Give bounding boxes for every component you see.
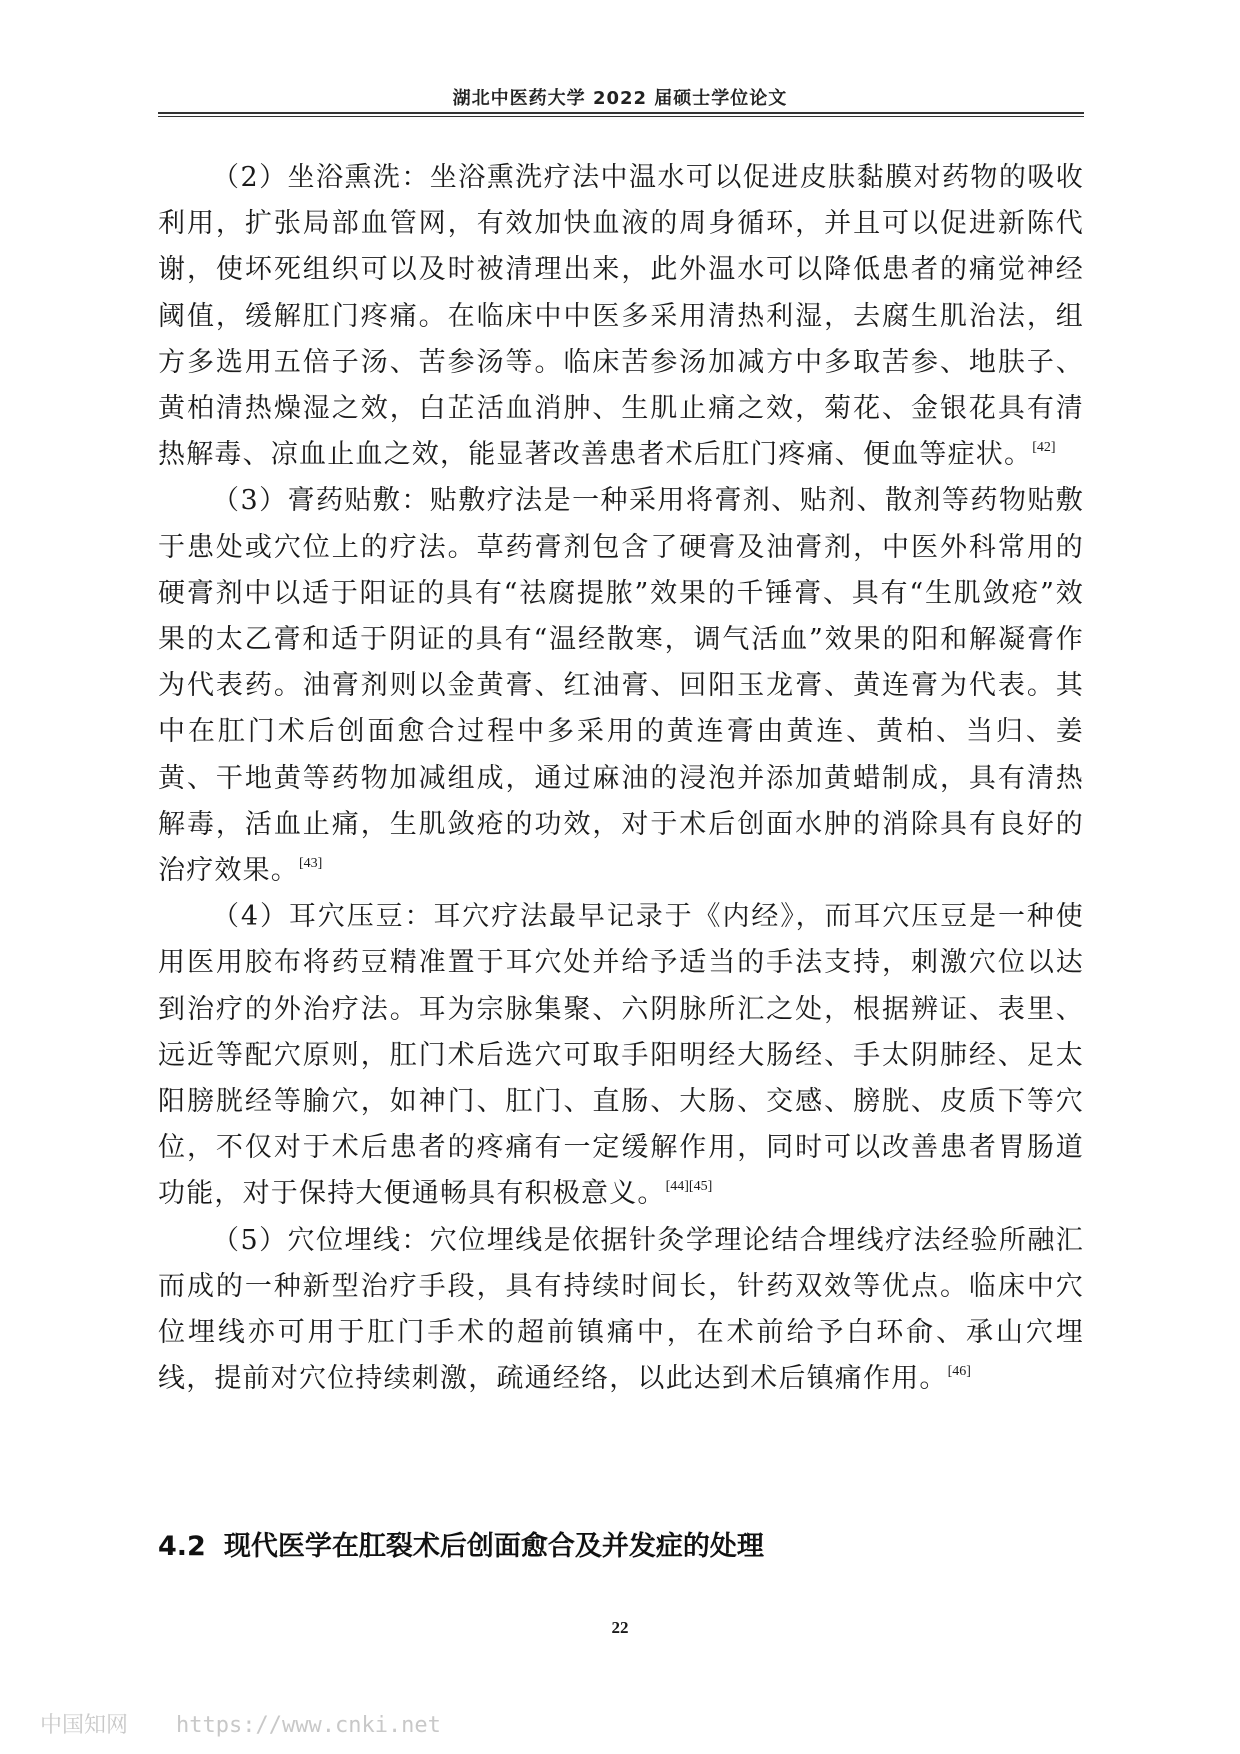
section-number: 4.2 bbox=[158, 1531, 206, 1562]
paragraph-sitz-bath bbox=[158, 155, 1084, 478]
paragraph-ear-acupoint bbox=[158, 894, 1084, 1217]
paragraph-text: （4）耳穴压豆：耳穴疗法最早记录于《内经》，而耳穴压豆是一种使用医用胶布将药豆精准置于耳穴处并给予适当的手法支持，刺激穴位以达到治疗的外治疗法。耳为宗脉集聚、六阴脉所汇之处，根据辨证、表里、远近等配穴原则，肛门术后选穴可取手阳明经大肠经、手太阴肺经、足太阳膀胱经等腧穴，如神门、肛门、直肠、大肠、交感、膀胱、皮质下等穴位，不仅对于术后患者的疼痛有一定缓解作用，同时可以改善患者胃肠道功能，对于保持大便通畅具有积极意义。 bbox=[158, 901, 1084, 1210]
paragraph-text: （3）膏药贴敷：贴敷疗法是一种采用将膏剂、贴剂、散剂等药物贴敷于患处或穴位上的疗法。草药膏剂包含了硬膏及油膏剂，中医外科常用的硬膏剂中以适于阳证的具有“祛腐提脓”效果的千锤膏、具有“生肌敛疮”效果的太乙膏和适于阴证的具有“温经散寒，调气活血”效果的阳和解凝膏作为代表药。油膏剂则以金黄膏、红油膏、回阳玉龙膏、黄连膏为代表。其中在肛门术后创面愈合过程中多采用的黄连膏由黄连、黄柏、当归、姜黄、干地黄等药物加减组成，通过麻油的浸泡并添加黄蜡制成，具有清热解毒，活血止痛，生肌敛疮的功效，对于术后创面水肿的消除具有良好的治疗效果。 bbox=[158, 485, 1084, 887]
header-rule-thin bbox=[158, 116, 1084, 117]
watermark-url: https://www.cnki.net bbox=[176, 1713, 441, 1738]
watermark bbox=[40, 1708, 441, 1739]
citation: [46] bbox=[947, 1364, 971, 1380]
paragraph-plaster bbox=[158, 478, 1084, 894]
citation: [43] bbox=[299, 856, 323, 872]
header-rule bbox=[158, 112, 1084, 114]
page-number: 22 bbox=[611, 1618, 629, 1637]
section-heading bbox=[158, 1524, 764, 1563]
paragraph-catgut-embedding bbox=[158, 1218, 1084, 1403]
citation: [42] bbox=[1032, 440, 1056, 456]
paragraph-text: （2）坐浴熏洗：坐浴熏洗疗法中温水可以促进皮肤黏膜对药物的吸收利用，扩张局部血管网，有效加快血液的周身循环，并且可以促进新陈代谢，使坏死组织可以及时被清理出来，此外温水可以降低患者的痛觉神经阈值，缓解肛门疼痛。在临床中中医多采用清热利湿，去腐生肌治法，组方多选用五倍子汤、苦参汤等。临床苦参汤加减方中多取苦参、地肤子、黄柏清热燥湿之效，白芷活血消肿、生肌止痛之效，菊花、金银花具有清热解毒、凉血止血之效，能显著改善患者术后肛门疼痛、便血等症状。 bbox=[158, 162, 1084, 471]
watermark-brand: 中国知网 bbox=[40, 1713, 129, 1738]
section-title: 现代医学在肛裂术后创面愈合及并发症的处理 bbox=[223, 1531, 764, 1562]
body-text bbox=[158, 155, 1084, 1402]
running-header: 湖北中医药大学 2022 届硕士学位论文 bbox=[452, 88, 788, 109]
citation: [44][45] bbox=[665, 1179, 713, 1195]
paragraph-text: （5）穴位埋线：穴位埋线是依据针灸学理论结合埋线疗法经验所融汇而成的一种新型治疗手段，具有持续时间长，针药双效等优点。临床中穴位埋线亦可用于肛门手术的超前镇痛中，在术前给予白环俞、承山穴埋线，提前对穴位持续刺激，疏通经络，以此达到术后镇痛作用。 bbox=[158, 1224, 1084, 1395]
